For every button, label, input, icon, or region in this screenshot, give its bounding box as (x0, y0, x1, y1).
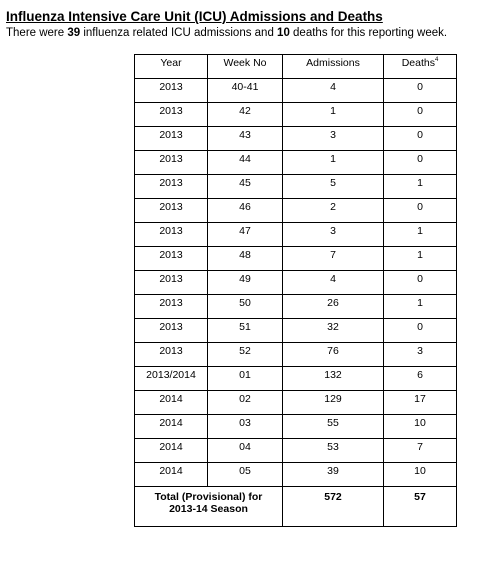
table-row (135, 79, 457, 103)
page-title: Influenza Intensive Care Unit (ICU) Admissions and Deaths (6, 9, 383, 24)
cell-week-no: 52 (208, 343, 283, 367)
table-row (135, 343, 457, 367)
total-deaths: 57 (384, 487, 457, 527)
cell-deaths: 3 (384, 343, 457, 367)
total-label (135, 487, 283, 527)
cell-admissions: 1 (283, 103, 384, 127)
cell-deaths: 0 (384, 127, 457, 151)
table-row (135, 463, 457, 487)
summary-middle: influenza related ICU admissions and (80, 27, 278, 39)
cell-week-no: 48 (208, 247, 283, 271)
cell-week-no: 04 (208, 439, 283, 463)
table-body (135, 79, 457, 487)
cell-admissions: 3 (283, 127, 384, 151)
table-row (135, 319, 457, 343)
table-row (135, 367, 457, 391)
summary-sentence (6, 27, 447, 39)
cell-week-no: 44 (208, 151, 283, 175)
cell-year: 2013 (135, 319, 208, 343)
cell-deaths: 1 (384, 295, 457, 319)
cell-year: 2013 (135, 247, 208, 271)
cell-deaths: 1 (384, 175, 457, 199)
cell-week-no: 01 (208, 367, 283, 391)
table-row (135, 103, 457, 127)
cell-admissions: 39 (283, 463, 384, 487)
cell-week-no: 05 (208, 463, 283, 487)
cell-admissions: 76 (283, 343, 384, 367)
cell-year: 2013 (135, 103, 208, 127)
cell-deaths: 0 (384, 199, 457, 223)
table-header-row (135, 55, 457, 79)
total-label-line1: Total (Provisional) for (154, 491, 263, 503)
table-row (135, 415, 457, 439)
cell-week-no: 43 (208, 127, 283, 151)
table-row (135, 271, 457, 295)
cell-year: 2013 (135, 199, 208, 223)
cell-week-no: 51 (208, 319, 283, 343)
cell-week-no: 40-41 (208, 79, 283, 103)
cell-year: 2014 (135, 391, 208, 415)
cell-deaths: 7 (384, 439, 457, 463)
cell-year: 2013 (135, 271, 208, 295)
cell-deaths: 0 (384, 79, 457, 103)
cell-year: 2014 (135, 439, 208, 463)
cell-week-no: 45 (208, 175, 283, 199)
cell-deaths: 10 (384, 463, 457, 487)
cell-year: 2014 (135, 463, 208, 487)
icu-admissions-table (134, 54, 457, 527)
cell-week-no: 46 (208, 199, 283, 223)
table-row (135, 127, 457, 151)
header-week-no: Week No (208, 55, 283, 79)
cell-admissions: 5 (283, 175, 384, 199)
summary-deaths-count: 10 (277, 27, 290, 39)
cell-year: 2013 (135, 295, 208, 319)
cell-deaths: 10 (384, 415, 457, 439)
total-label-line2: 2013-14 Season (169, 503, 248, 515)
cell-admissions: 132 (283, 367, 384, 391)
header-year: Year (135, 55, 208, 79)
cell-week-no: 02 (208, 391, 283, 415)
cell-deaths: 0 (384, 271, 457, 295)
table-row (135, 439, 457, 463)
cell-year: 2014 (135, 415, 208, 439)
cell-deaths: 17 (384, 391, 457, 415)
cell-admissions: 53 (283, 439, 384, 463)
deaths-footnote-marker: 4 (434, 57, 439, 63)
cell-year: 2013 (135, 79, 208, 103)
summary-prefix: There were (6, 27, 68, 39)
cell-admissions: 7 (283, 247, 384, 271)
cell-week-no: 50 (208, 295, 283, 319)
cell-week-no: 47 (208, 223, 283, 247)
total-row (135, 487, 457, 527)
cell-deaths: 1 (384, 247, 457, 271)
cell-deaths: 0 (384, 319, 457, 343)
cell-year: 2013 (135, 343, 208, 367)
cell-admissions: 26 (283, 295, 384, 319)
cell-admissions: 32 (283, 319, 384, 343)
table-row (135, 175, 457, 199)
header-admissions: Admissions (283, 55, 384, 79)
cell-admissions: 3 (283, 223, 384, 247)
summary-admissions-count: 39 (67, 27, 81, 39)
cell-deaths: 1 (384, 223, 457, 247)
header-deaths (384, 55, 457, 79)
table-row (135, 151, 457, 175)
cell-week-no: 49 (208, 271, 283, 295)
table-row (135, 223, 457, 247)
cell-year: 2013/2014 (135, 367, 208, 391)
cell-year: 2013 (135, 223, 208, 247)
cell-year: 2013 (135, 127, 208, 151)
cell-deaths: 0 (384, 151, 457, 175)
header-deaths-label: Deaths (401, 57, 435, 69)
cell-admissions: 55 (283, 415, 384, 439)
cell-deaths: 6 (384, 367, 457, 391)
cell-year: 2013 (135, 151, 208, 175)
summary-suffix: deaths for this reporting week. (289, 27, 448, 39)
cell-deaths: 0 (384, 103, 457, 127)
cell-year: 2013 (135, 175, 208, 199)
table-row (135, 391, 457, 415)
cell-admissions: 129 (283, 391, 384, 415)
cell-admissions: 4 (283, 271, 384, 295)
cell-week-no: 03 (208, 415, 283, 439)
cell-admissions: 2 (283, 199, 384, 223)
total-admissions: 572 (283, 487, 384, 527)
table-row (135, 295, 457, 319)
cell-admissions: 4 (283, 79, 384, 103)
cell-admissions: 1 (283, 151, 384, 175)
table-row (135, 247, 457, 271)
table-row (135, 199, 457, 223)
cell-week-no: 42 (208, 103, 283, 127)
